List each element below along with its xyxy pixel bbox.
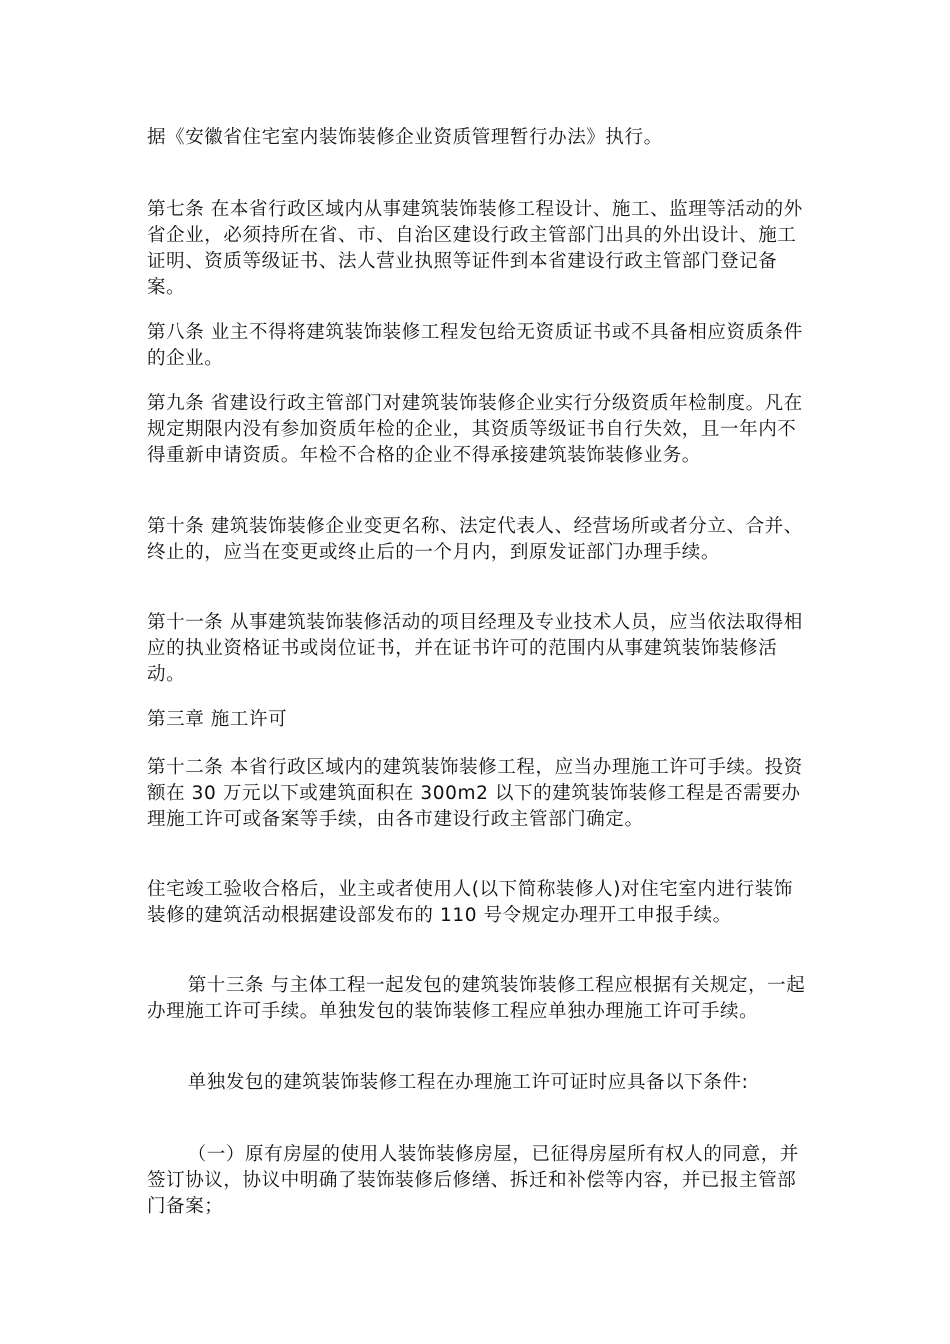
paragraph-article-7: 第七条 在本省行政区域内从事建筑装饰装修工程设计、施工、监理等活动的外省企业，必须持所在省、市、自治区建设行政主管部门出具的外出设计、施工证明、资质等级证书、法人营业执照等证件到本省建设行政主管部门登记备案。 <box>147 199 803 298</box>
paragraph-conditions: 单独发包的建筑装饰装修工程在办理施工许可证时应具备以下条件: <box>187 1072 749 1093</box>
paragraph-article-12: 第十二条 本省行政区域内的建筑装饰装修工程，应当办理施工许可手续。投资额在 30 万元以下或建筑面积在 300m2 以下的建筑装饰装修工程是否需要办理施工许可或备案等手续，由各市建设行政主管部门确定。 <box>147 757 803 830</box>
paragraph-article-13: 第十三条 与主体工程一起发包的建筑装饰装修工程应根据有关规定，一起办理施工许可手续。单独发包的装饰装修工程应单独办理施工许可手续。 <box>147 975 806 1022</box>
chapter-heading: 第三章 施工许可 <box>147 709 288 730</box>
paragraph-article-9: 第九条 省建设行政主管部门对建筑装饰装修企业实行分级资质年检制度。凡在规定期限内没有参加资质年检的企业，其资质等级证书自行失效，且一年内不得重新申请资质。年检不合格的企业不得承接建筑装饰装修业务。 <box>147 393 803 466</box>
paragraph-condition-1: （一）原有房屋的使用人装饰装修房屋，已征得房屋所有权人的同意，并签订协议，协议中明确了装饰装修后修缮、拆迁和补偿等内容，并已报主管部门备案； <box>147 1144 799 1217</box>
paragraph-article-10: 第十条 建筑装饰装修企业变更名称、法定代表人、经营场所或者分立、合并、终止的，应当在变更或终止后的一个月内，到原发证部门办理手续。 <box>147 516 803 563</box>
paragraph-reference: 据《安徽省住宅室内装饰装修企业资质管理暂行办法》执行。 <box>147 127 663 148</box>
paragraph-article-11: 第十一条 从事建筑装饰装修活动的项目经理及专业技术人员，应当依法取得相应的执业资格证书或岗位证书，并在证书许可的范围内从事建筑装饰装修活动。 <box>147 612 803 685</box>
paragraph-residential: 住宅竣工验收合格后，业主或者使用人(以下简称装修人)对住宅室内进行装饰装修的建筑活动根据建设部发布的 110 号令规定办理开工申报手续。 <box>147 879 793 926</box>
paragraph-article-8: 第八条 业主不得将建筑装饰装修工程发包给无资质证书或不具备相应资质条件的企业。 <box>147 322 803 369</box>
